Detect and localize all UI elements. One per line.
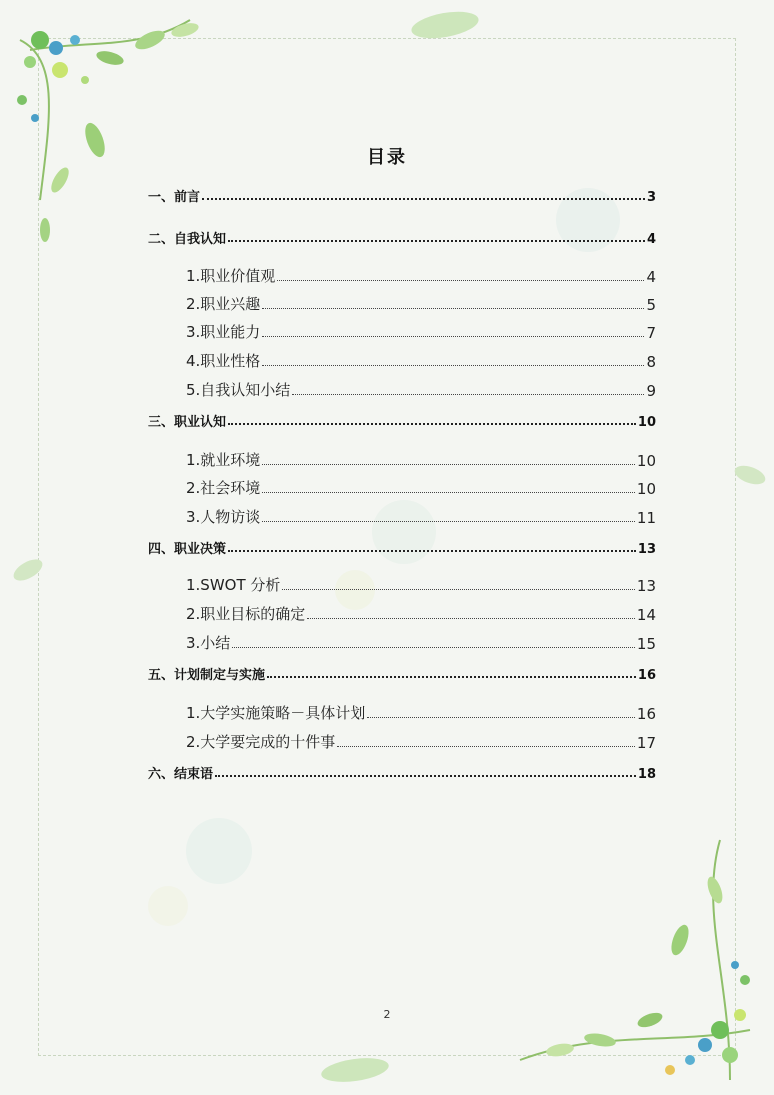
toc-chapter-entry[interactable]	[148, 228, 656, 247]
toc-section-entry[interactable]	[148, 321, 656, 342]
leaf-left-icon	[8, 550, 48, 590]
toc-dot-leader	[228, 239, 645, 242]
toc-entry-page: 13	[637, 542, 656, 557]
toc-entry-label: 1.大学实施策略－具体计划	[186, 704, 366, 722]
toc-entry-page: 4	[646, 268, 656, 286]
toc-entry-label: 二、自我认知	[148, 232, 227, 247]
toc-dot-leader	[262, 307, 644, 309]
toc-section-entry[interactable]	[148, 731, 656, 752]
toc-dot-leader	[228, 422, 636, 425]
floral-corner-top-left	[0, 0, 240, 260]
toc-entry-label: 3.职业能力	[186, 323, 261, 341]
leaf-top-icon	[405, 5, 485, 45]
toc-section-entry[interactable]	[148, 379, 656, 400]
toc-entry-page: 10	[637, 415, 656, 430]
toc-dot-leader	[262, 491, 635, 493]
toc-title: 目录	[367, 147, 407, 168]
toc-entry-page: 18	[637, 767, 656, 782]
toc-entry-page: 17	[636, 734, 656, 752]
toc-entry-page: 4	[646, 232, 656, 247]
toc-dot-leader	[292, 393, 644, 395]
toc-chapter-entry[interactable]	[148, 186, 656, 205]
toc-dot-leader	[262, 463, 635, 465]
leaf-bottom-icon	[315, 1050, 395, 1090]
toc-entry-page: 10	[636, 452, 656, 470]
toc-dot-leader	[307, 617, 635, 619]
toc-section-entry[interactable]	[148, 265, 656, 286]
toc-chapter-entry[interactable]	[148, 763, 656, 782]
toc-entry-label: 1.就业环境	[186, 451, 261, 469]
toc-entry-label: 1.SWOT 分析	[186, 576, 281, 594]
toc-dot-leader	[262, 364, 644, 366]
toc-entry-page: 10	[636, 480, 656, 498]
toc-entry-label: 2.职业兴趣	[186, 295, 261, 313]
toc-chapter-entry[interactable]	[148, 538, 656, 557]
toc-entry-label: 4.职业性格	[186, 352, 261, 370]
toc-entry-page: 16	[636, 705, 656, 723]
toc-chapter-entry[interactable]	[148, 411, 656, 430]
toc-entry-page: 7	[646, 324, 656, 342]
toc-section-entry[interactable]	[148, 350, 656, 371]
toc-section-entry[interactable]	[148, 293, 656, 314]
toc-entry-page: 15	[636, 635, 656, 653]
toc-section-entry[interactable]	[148, 574, 656, 595]
toc-entry-page: 9	[646, 382, 656, 400]
toc-entry-label: 3.小结	[186, 634, 231, 652]
toc-entry-label: 四、职业决策	[148, 542, 227, 557]
toc-entry-label: 一、前言	[148, 190, 201, 205]
toc-section-entry[interactable]	[148, 603, 656, 624]
toc-entry-label: 2.大学要完成的十件事	[186, 733, 336, 751]
floral-corner-bottom-right	[500, 830, 774, 1095]
toc-entry-label: 5.自我认知小结	[186, 381, 291, 399]
toc-dot-leader	[262, 335, 644, 337]
toc-dot-leader	[367, 716, 635, 718]
toc-dot-leader	[337, 745, 635, 747]
toc-dot-leader	[262, 520, 635, 522]
toc-entry-label: 六、结束语	[148, 767, 214, 782]
toc-dot-leader	[228, 549, 636, 552]
toc-section-entry[interactable]	[148, 506, 656, 527]
toc-dot-leader	[277, 279, 644, 281]
toc-entry-page: 5	[646, 296, 656, 314]
toc-entry-page: 3	[646, 190, 656, 205]
toc-dot-leader	[282, 588, 635, 590]
page-number: 2	[383, 1008, 391, 1021]
toc-dot-leader	[232, 646, 635, 648]
leaf-right-icon	[730, 455, 770, 495]
toc-section-entry[interactable]	[148, 449, 656, 470]
toc-entry-label: 1.职业价值观	[186, 267, 276, 285]
toc-section-entry[interactable]	[148, 632, 656, 653]
toc-section-entry[interactable]	[148, 702, 656, 723]
toc-entry-label: 3.人物访谈	[186, 508, 261, 526]
toc-entry-page: 8	[646, 353, 656, 371]
toc-entry-label: 五、计划制定与实施	[148, 668, 266, 683]
toc-entry-label: 2.社会环境	[186, 479, 261, 497]
toc-dot-leader	[267, 675, 636, 678]
toc-entry-label: 2.职业目标的确定	[186, 605, 306, 623]
toc-section-entry[interactable]	[148, 477, 656, 498]
toc-entry-page: 14	[636, 606, 656, 624]
toc-entry-label: 三、职业认知	[148, 415, 227, 430]
toc-dot-leader	[202, 197, 645, 200]
toc-entry-page: 13	[636, 577, 656, 595]
toc-entry-page: 16	[637, 668, 656, 683]
toc-entry-page: 11	[636, 509, 656, 527]
toc-chapter-entry[interactable]	[148, 664, 656, 683]
toc-dot-leader	[215, 774, 636, 777]
